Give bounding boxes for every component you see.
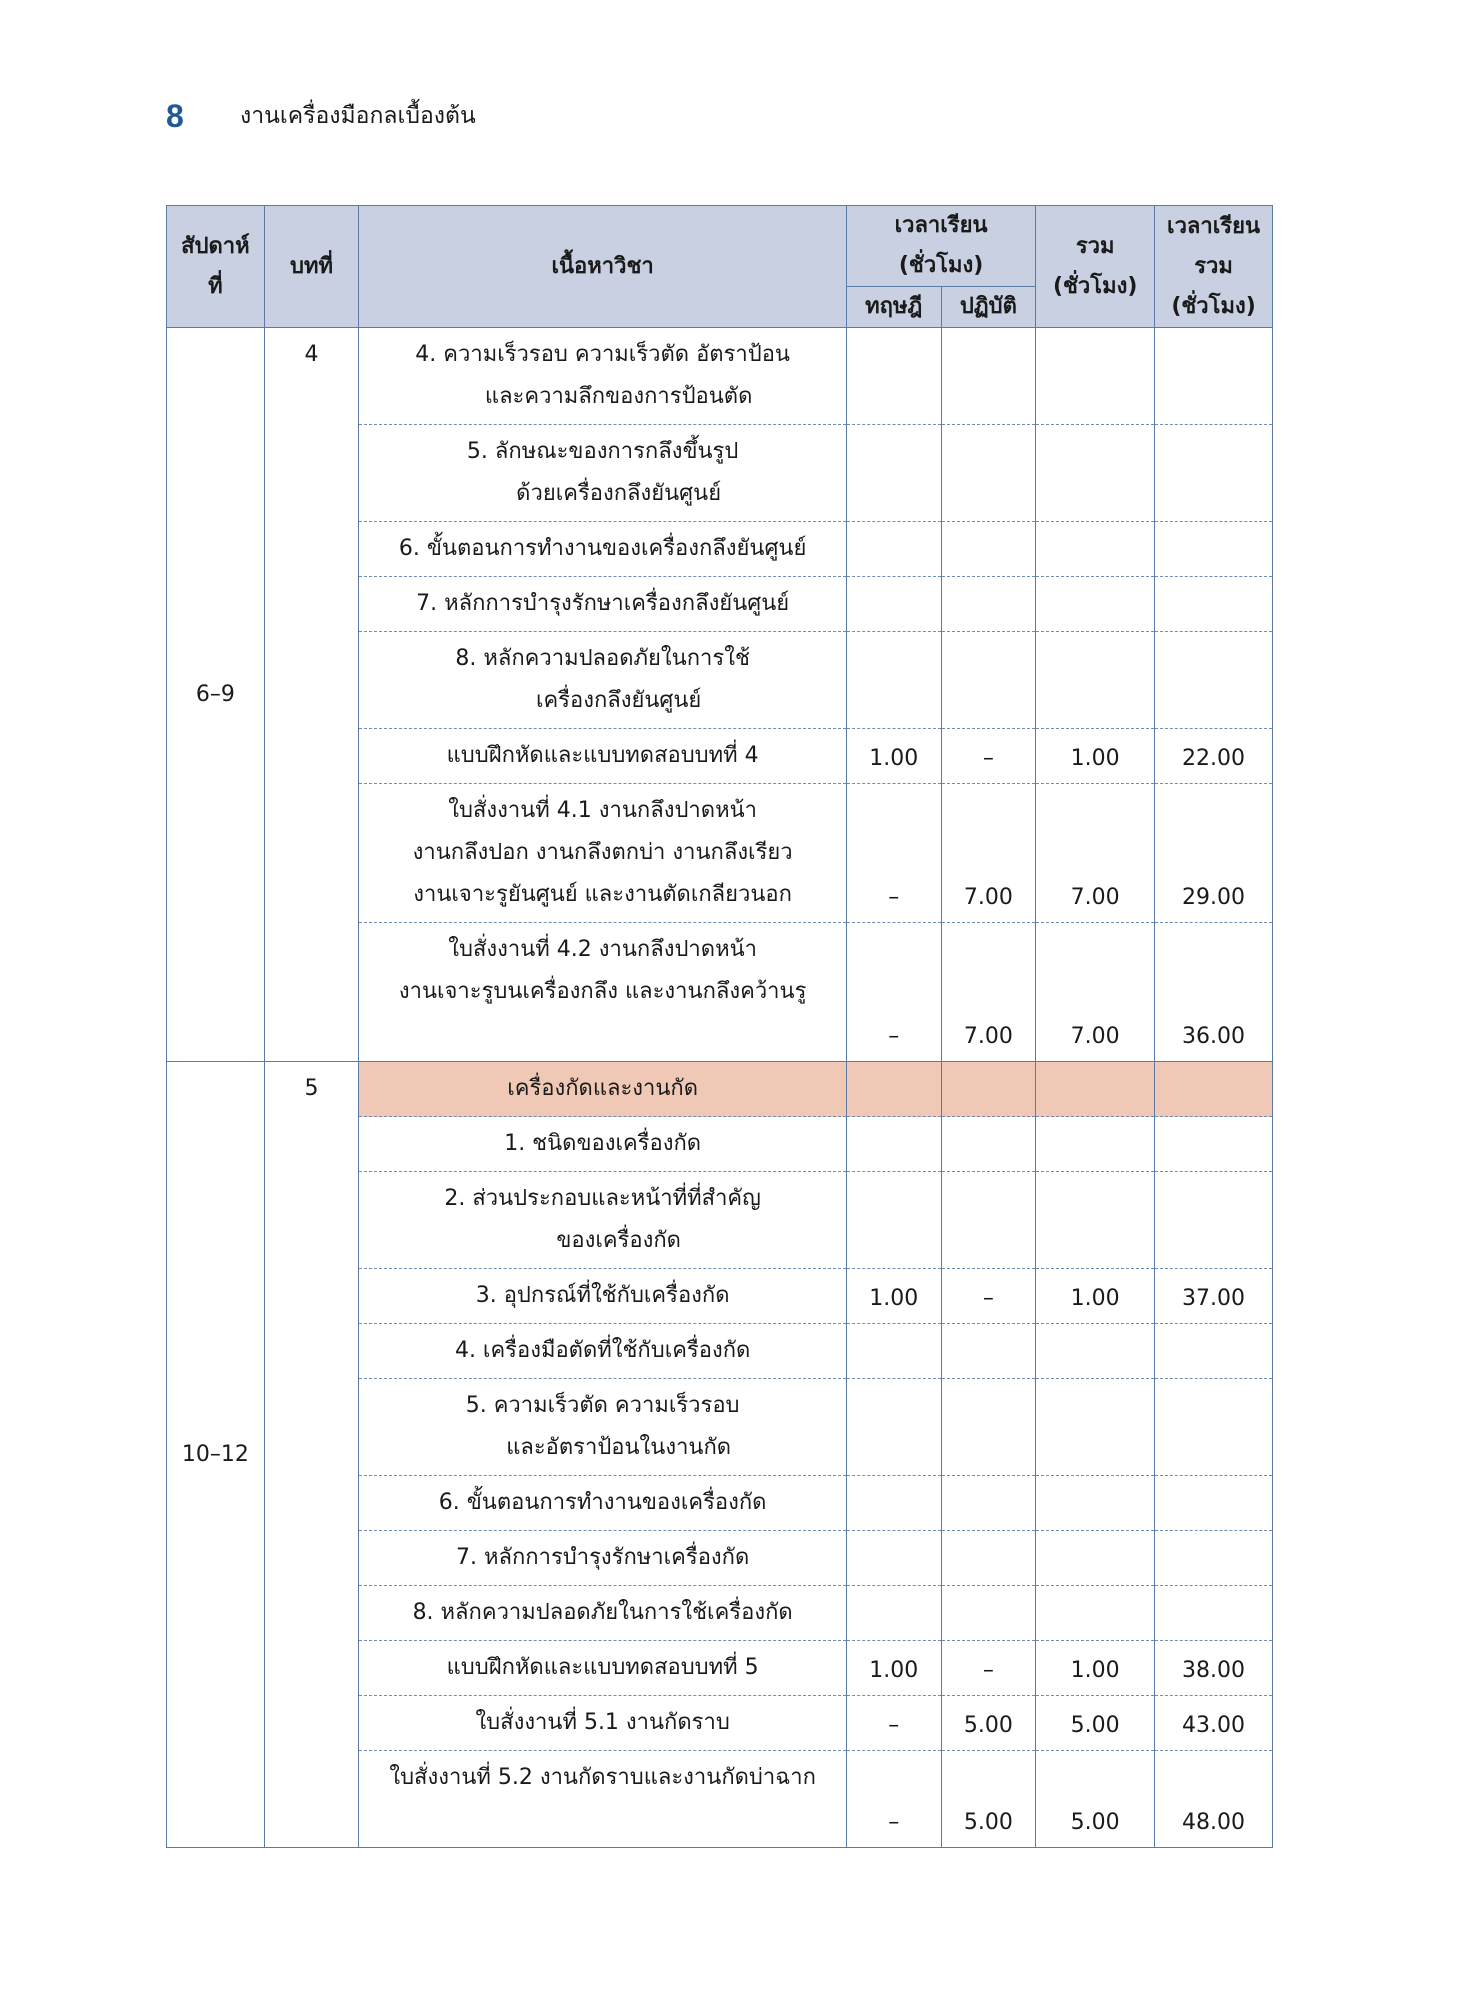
theory-cell <box>846 1117 941 1172</box>
content-line: 1. ชนิดของเครื่องกัด <box>504 1131 702 1156</box>
total-cell <box>1036 1172 1155 1269</box>
total-cell <box>1036 1324 1155 1379</box>
content-line: 4. ความเร็วรอบ ความเร็วตัด อัตราป้อน <box>415 342 790 367</box>
content-line: ใบสั่งงานที่ 5.2 งานกัดราบและงานกัดบ่าฉาก <box>389 1765 816 1790</box>
total-cell: 1.00 <box>1036 1641 1155 1696</box>
practice-cell <box>941 522 1036 577</box>
content-line: เครื่องกลึงยันศูนย์ <box>535 688 702 713</box>
content-line: 6. ขั้นตอนการทำงานของเครื่องกลึงยันศูนย์ <box>398 536 807 561</box>
theory-cell <box>846 1379 941 1476</box>
content-cell <box>359 1379 847 1476</box>
theory-cell: – <box>846 923 941 1062</box>
content-line: 4. เครื่องมือตัดที่ใช้กับเครื่องกัด <box>454 1338 751 1363</box>
header-theory: ทฤษฎี <box>846 287 941 328</box>
content-cell <box>359 1586 847 1641</box>
header-cumulative: เวลาเรียน รวม (ชั่วโมง) <box>1155 206 1273 328</box>
practice-cell: – <box>941 1641 1036 1696</box>
header-week: สัปดาห์ ที่ <box>167 206 265 328</box>
header-content: เนื้อหาวิชา <box>359 206 847 328</box>
theory-cell: 1.00 <box>846 1269 941 1324</box>
content-cell <box>359 1324 847 1379</box>
total-cell <box>1036 1586 1155 1641</box>
content-cell <box>359 1751 847 1848</box>
practice-cell <box>941 632 1036 729</box>
theory-cell <box>846 1476 941 1531</box>
content-cell <box>359 577 847 632</box>
practice-cell <box>941 1379 1036 1476</box>
header-practice: ปฏิบัติ <box>941 287 1036 328</box>
theory-cell <box>846 1172 941 1269</box>
content-line: 5. ความเร็วตัด ความเร็วรอบ <box>465 1393 740 1418</box>
content-line: ใบสั่งงานที่ 4.1 งานกลึงปาดหน้า <box>448 798 757 823</box>
theory-cell: 1.00 <box>846 1641 941 1696</box>
practice-cell <box>941 1172 1036 1269</box>
total-cell: 1.00 <box>1036 729 1155 784</box>
theory-cell <box>846 1531 941 1586</box>
content-line: 8. หลักความปลอดภัยในการใช้ <box>455 646 750 671</box>
practice-cell: 7.00 <box>941 784 1036 923</box>
cumulative-cell: 22.00 <box>1155 729 1273 784</box>
total-cell <box>1036 328 1155 425</box>
content-line: แบบฝึกหัดและแบบทดสอบบทที่ 4 <box>446 743 759 768</box>
table-row <box>167 1062 1273 1117</box>
cumulative-cell: 43.00 <box>1155 1696 1273 1751</box>
cumulative-cell: 37.00 <box>1155 1269 1273 1324</box>
practice-cell: 5.00 <box>941 1696 1036 1751</box>
cumulative-cell <box>1155 1117 1273 1172</box>
content-cell <box>359 1117 847 1172</box>
practice-cell <box>941 425 1036 522</box>
content-line: 6. ขั้นตอนการทำงานของเครื่องกัด <box>438 1490 767 1515</box>
content-cell <box>359 522 847 577</box>
page-number: 8 <box>166 97 184 134</box>
theory-cell <box>846 425 941 522</box>
practice-cell <box>941 1062 1036 1117</box>
theory-cell <box>846 632 941 729</box>
unit-cell: 5 <box>264 1062 359 1848</box>
cumulative-cell <box>1155 1172 1273 1269</box>
practice-cell: 7.00 <box>941 923 1036 1062</box>
content-cell <box>359 923 847 1062</box>
practice-cell <box>941 1531 1036 1586</box>
practice-cell: – <box>941 1269 1036 1324</box>
practice-cell <box>941 328 1036 425</box>
content-line: ใบสั่งงานที่ 4.2 งานกลึงปาดหน้า <box>448 937 757 962</box>
content-cell <box>359 1172 847 1269</box>
practice-cell <box>941 577 1036 632</box>
total-cell: 7.00 <box>1036 923 1155 1062</box>
content-cell <box>359 729 847 784</box>
theory-cell <box>846 1586 941 1641</box>
content-line: และความลึกของการป้อนตัด <box>484 384 753 409</box>
content-line: งานกลึงปอก งานกลึงตกบ่า งานกลึงเรียว <box>412 840 793 865</box>
content-line: งานเจาะรูยันศูนย์ และงานตัดเกลียวนอก <box>413 882 792 907</box>
content-cell <box>359 1269 847 1324</box>
content-line: งานเจาะรูบนเครื่องกลึง และงานกลึงคว้านรู <box>398 979 807 1004</box>
content-cell <box>359 1476 847 1531</box>
week-cell: 10–12 <box>167 1062 265 1848</box>
header-unit: บทที่ <box>264 206 359 328</box>
content-cell <box>359 1641 847 1696</box>
content-cell <box>359 1696 847 1751</box>
week-cell: 6–9 <box>167 328 265 1062</box>
content-line: แบบฝึกหัดและแบบทดสอบบทที่ 5 <box>446 1655 759 1680</box>
content-line: เครื่องกัดและงานกัด <box>507 1076 699 1101</box>
theory-cell: – <box>846 784 941 923</box>
content-line: ของเครื่องกัด <box>556 1228 681 1253</box>
total-cell <box>1036 522 1155 577</box>
cumulative-cell: 29.00 <box>1155 784 1273 923</box>
cumulative-cell <box>1155 1379 1273 1476</box>
cumulative-cell <box>1155 577 1273 632</box>
content-line: 7. หลักการบำรุงรักษาเครื่องกัด <box>456 1545 750 1570</box>
cumulative-cell <box>1155 632 1273 729</box>
page-header <box>166 96 476 136</box>
content-line: 8. หลักความปลอดภัยในการใช้เครื่องกัด <box>412 1600 793 1625</box>
practice-cell: – <box>941 729 1036 784</box>
header-total: รวม (ชั่วโมง) <box>1036 206 1155 328</box>
total-cell <box>1036 1062 1155 1117</box>
total-cell <box>1036 1531 1155 1586</box>
cumulative-cell <box>1155 425 1273 522</box>
cumulative-cell <box>1155 1531 1273 1586</box>
total-cell <box>1036 577 1155 632</box>
total-cell <box>1036 632 1155 729</box>
content-line: และอัตราป้อนในงานกัด <box>506 1435 732 1460</box>
total-cell <box>1036 1117 1155 1172</box>
practice-cell <box>941 1476 1036 1531</box>
practice-cell <box>941 1586 1036 1641</box>
total-cell <box>1036 425 1155 522</box>
practice-cell <box>941 1117 1036 1172</box>
cumulative-cell: 38.00 <box>1155 1641 1273 1696</box>
practice-cell <box>941 1324 1036 1379</box>
total-cell: 1.00 <box>1036 1269 1155 1324</box>
book-title: งานเครื่องมือกลเบื้องต้น <box>240 103 476 129</box>
content-cell <box>359 632 847 729</box>
content-line: 5. ลักษณะของการกลึงขึ้นรูป <box>466 439 739 464</box>
total-cell <box>1036 1379 1155 1476</box>
theory-cell: – <box>846 1751 941 1848</box>
theory-cell <box>846 1062 941 1117</box>
cumulative-cell <box>1155 1586 1273 1641</box>
content-line: ด้วยเครื่องกลึงยันศูนย์ <box>516 481 722 506</box>
cumulative-cell <box>1155 328 1273 425</box>
theory-cell <box>846 1324 941 1379</box>
content-line: ใบสั่งงานที่ 5.1 งานกัดราบ <box>475 1710 730 1735</box>
table-row <box>167 328 1273 425</box>
practice-cell: 5.00 <box>941 1751 1036 1848</box>
unit-cell: 4 <box>264 328 359 1062</box>
total-cell <box>1036 1476 1155 1531</box>
content-line <box>373 1013 832 1055</box>
cumulative-cell <box>1155 1476 1273 1531</box>
header-study-time: เวลาเรียน (ชั่วโมง) <box>846 206 1035 287</box>
content-cell <box>359 1531 847 1586</box>
theory-cell <box>846 522 941 577</box>
section-title-cell <box>359 1062 847 1117</box>
total-cell: 7.00 <box>1036 784 1155 923</box>
cumulative-cell <box>1155 522 1273 577</box>
theory-cell: – <box>846 1696 941 1751</box>
cumulative-cell <box>1155 1324 1273 1379</box>
cumulative-cell: 48.00 <box>1155 1751 1273 1848</box>
content-cell <box>359 425 847 522</box>
theory-cell <box>846 328 941 425</box>
content-line: 7. หลักการบำรุงรักษาเครื่องกลึงยันศูนย์ <box>416 591 790 616</box>
theory-cell: 1.00 <box>846 729 941 784</box>
content-cell <box>359 784 847 923</box>
content-line: 2. ส่วนประกอบและหน้าที่ที่สำคัญ <box>444 1186 761 1211</box>
total-cell: 5.00 <box>1036 1696 1155 1751</box>
theory-cell <box>846 577 941 632</box>
content-cell <box>359 328 847 425</box>
cumulative-cell <box>1155 1062 1273 1117</box>
total-cell: 5.00 <box>1036 1751 1155 1848</box>
content-line: 3. อุปกรณ์ที่ใช้กับเครื่องกัด <box>475 1283 730 1308</box>
schedule-table <box>166 205 1273 1848</box>
cumulative-cell: 36.00 <box>1155 923 1273 1062</box>
content-line <box>373 1799 832 1841</box>
